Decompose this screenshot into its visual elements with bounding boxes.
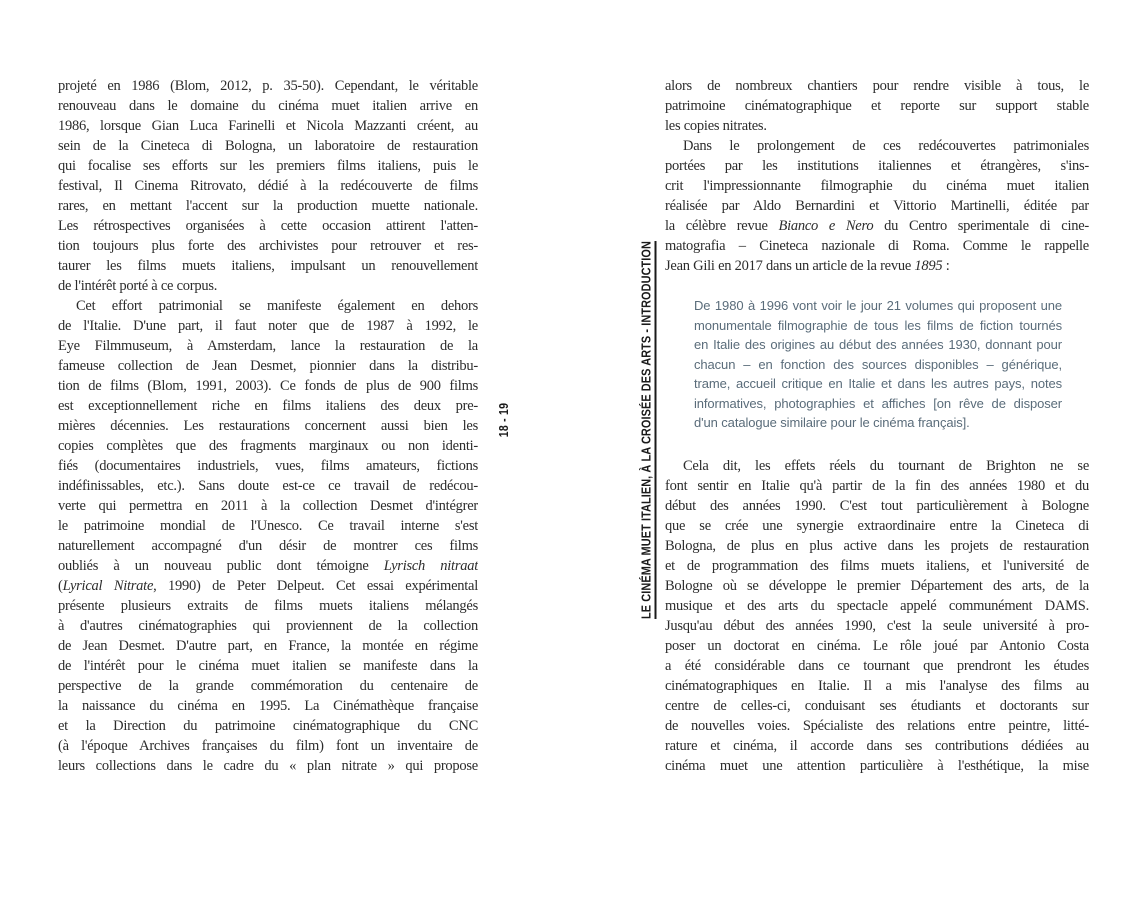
text-line: verte qui permettra en 2011 à la collection Desmet d'intégrer bbox=[58, 498, 478, 514]
text-line: projeté en 1986 (Blom, 2012, p. 35-50). Cependant, le véritable bbox=[58, 78, 478, 94]
running-header: LE CINÉMA MUET ITALIEN, À LA CROISÉE DES ARTS - INTRODUCTION bbox=[638, 241, 654, 619]
text-line: festival, Il Cinema Ritrovato, dédié à la redécouverte de films bbox=[58, 178, 478, 194]
text-line: à d'autres cinématographies qui proviennent de la collection bbox=[58, 618, 478, 634]
text-line: Dans le prolongement de ces redécouvertes patrimoniales bbox=[683, 138, 1089, 154]
text-line: d'un catalogue similaire pour le cinéma français]. bbox=[694, 415, 970, 430]
text-line: mières décennies. Les restaurations concernent aussi bien les bbox=[58, 418, 478, 434]
text-line: renouveau dans le domaine du cinéma muet italien arrive en bbox=[58, 98, 478, 114]
text-line: début des années 1990. C'est tout particulièrement à Bologne bbox=[665, 497, 1089, 514]
text-line: matografia – Cineteca nazionale di Roma. Comme le rappelle bbox=[665, 238, 1089, 254]
text-line: de Jean Desmet. D'autre part, en France, la montée en régime bbox=[58, 638, 478, 654]
text-line: leurs collections dans le cadre du « plan nitrate » qui propose bbox=[58, 758, 478, 774]
text-line: est exceptionnellement riche en films italiens des deux pre- bbox=[58, 398, 478, 414]
text-line: De 1980 à 1996 vont voir le jour 21 volumes qui proposent une bbox=[694, 298, 1062, 313]
text-line: que se crée une synergie extraordinaire entre la Cineteca di bbox=[665, 517, 1089, 534]
text-line: Cela dit, les effets réels du tournant de Brighton ne se bbox=[683, 457, 1089, 474]
text-line: copies complètes que des fragments marginaux ou non identi- bbox=[58, 438, 478, 454]
text-line: patrimoine cinématographique et reporte sur support stable bbox=[665, 98, 1089, 114]
text-line: le patrimoine mondial de l'Unesco. Ce travail interne s'est bbox=[58, 518, 478, 534]
blockquote bbox=[694, 296, 1062, 433]
text-line: monumentale filmographie de tous les films de fiction tournés bbox=[694, 317, 1062, 333]
text-line: fameuse collection de Jean Desmet, pionnier dans la distribu- bbox=[58, 358, 478, 374]
page-number: 18 - 19 bbox=[497, 402, 511, 438]
text-line: (Lyrical Nitrate, 1990) de Peter Delpeut. Cet essai expérimental bbox=[58, 578, 478, 594]
text-line: fiés (documentaires industriels, vues, films amateurs, fictions bbox=[58, 458, 478, 474]
text-line: poser un doctorat en cinéma. Le rôle joué par Antonio Costa bbox=[665, 637, 1089, 654]
text-line: la célèbre revue Bianco e Nero du Centro sperimentale di cine- bbox=[665, 218, 1089, 234]
text-line: Eye Filmmuseum, à Amsterdam, lance la restauration de la bbox=[58, 338, 478, 354]
text-line: centre de celles-ci, conduisant ses étudiants et doctorants sur bbox=[665, 697, 1089, 714]
text-line: présente plusieurs extraits de films muets italiens mélangés bbox=[58, 598, 478, 614]
text-line: et la Direction du patrimoine cinématographique du CNC bbox=[58, 718, 478, 734]
text-line: oubliés à un nouveau public dont témoigne Lyrisch nitraat bbox=[58, 558, 478, 574]
paragraph bbox=[665, 136, 1089, 276]
text-line: perspective de la grande commémoration du centenaire de bbox=[58, 678, 478, 694]
text-line: Les rétrospectives organisées à cette occasion attirent l'atten- bbox=[58, 218, 478, 234]
text-line: de l'intérêt pour le cinéma muet italien se manifeste dans la bbox=[58, 658, 478, 674]
text-line: cinéma muet une attention particulière à l'esthétique, la mise bbox=[665, 757, 1089, 774]
left-page-text-column bbox=[58, 76, 478, 776]
text-line: de l'intérêt porté à ce corpus. bbox=[58, 278, 218, 294]
text-line: qui focalise ses efforts sur les premiers films italiens, puis le bbox=[58, 158, 478, 174]
text-line: réalisée par Aldo Bernardini et Vittorio Martinelli, éditée par bbox=[665, 198, 1089, 214]
text-line: tion de films (Blom, 1991, 2003). Ce fonds de plus de 900 films bbox=[58, 378, 478, 394]
text-line: alors de nombreux chantiers pour rendre visible à tous, le bbox=[665, 78, 1089, 94]
right-page-text-column bbox=[665, 76, 1089, 776]
text-line: Jusqu'au début des années 1990, c'est la seule université à pro- bbox=[665, 617, 1089, 634]
text-line: de nouvelles voies. Spécialiste des relations entre peintre, litté- bbox=[665, 717, 1089, 734]
text-line: Bologne où se développe le premier Département des arts, de la bbox=[665, 577, 1089, 594]
text-line: portées par les institutions italiennes et étrangères, s'ins- bbox=[665, 158, 1089, 174]
text-line: la naissance du cinéma en 1995. La Cinémathèque française bbox=[58, 698, 478, 714]
text-line: rares, en mettant l'accent sur la production muette nationale. bbox=[58, 198, 478, 214]
paragraph bbox=[665, 456, 1089, 776]
paragraph bbox=[665, 76, 1089, 136]
text-line: 1986, lorsque Gian Luca Farinelli et Nicola Mazzanti créent, au bbox=[58, 118, 478, 134]
text-line: a été considérable dans ce tournant que prendront les études bbox=[665, 657, 1089, 674]
paragraph bbox=[58, 76, 478, 296]
text-line: Cet effort patrimonial se manifeste également en dehors bbox=[76, 298, 478, 314]
text-line: Jean Gili en 2017 dans un article de la revue 1895 : bbox=[665, 258, 950, 274]
text-line: Bologna, de plus en plus active dans les projets de restauration bbox=[665, 537, 1089, 554]
text-line: cinématographiques en Italie. Il a mis l'analyse des films au bbox=[665, 677, 1089, 694]
text-line: musique et des arts du spectacle appelé communément DAMS. bbox=[665, 597, 1089, 614]
text-line: indéfinissables, etc.). Sans doute est-ce ce travail de redécou- bbox=[58, 478, 478, 494]
text-line: crit l'impressionnante filmographie du cinéma muet italien bbox=[665, 178, 1089, 194]
text-line: chacun – en fonction des sources disponibles – générique, bbox=[694, 356, 1062, 372]
paragraph bbox=[58, 296, 478, 776]
text-line: font sentir en Italie qu'à partir de la fin des années 1980 et du bbox=[665, 477, 1089, 494]
text-line: trame, accueil critique en Italie et dans les autres pays, notes bbox=[694, 376, 1062, 391]
text-line: sein de la Cineteca di Bologna, un laboratoire de restauration bbox=[58, 138, 478, 154]
text-line: informatives, photographies et affiches [on rêve de disposer bbox=[694, 395, 1062, 411]
text-line: en Italie des origines au début des années 1930, donnant pour bbox=[694, 337, 1062, 352]
text-line: de l'Italie. D'une part, il faut noter que de 1987 à 1992, le bbox=[58, 318, 478, 334]
text-line: les copies nitrates. bbox=[665, 118, 767, 134]
text-line: taurer les films muets italiens, impulsant un renouvellement bbox=[58, 258, 478, 274]
text-line: (à l'époque Archives françaises du film) font un inventaire de bbox=[58, 738, 478, 754]
text-line: naturellement accompagné d'un désir de montrer ces films bbox=[58, 538, 478, 554]
text-line: rature et cinéma, il accorde dans ses contributions dédiées au bbox=[665, 737, 1089, 754]
text-line: et de programmation des films muets italiens, et l'université de bbox=[665, 557, 1089, 574]
text-line: tion toujours plus forte des archivistes pour retrouver et res- bbox=[58, 238, 478, 254]
